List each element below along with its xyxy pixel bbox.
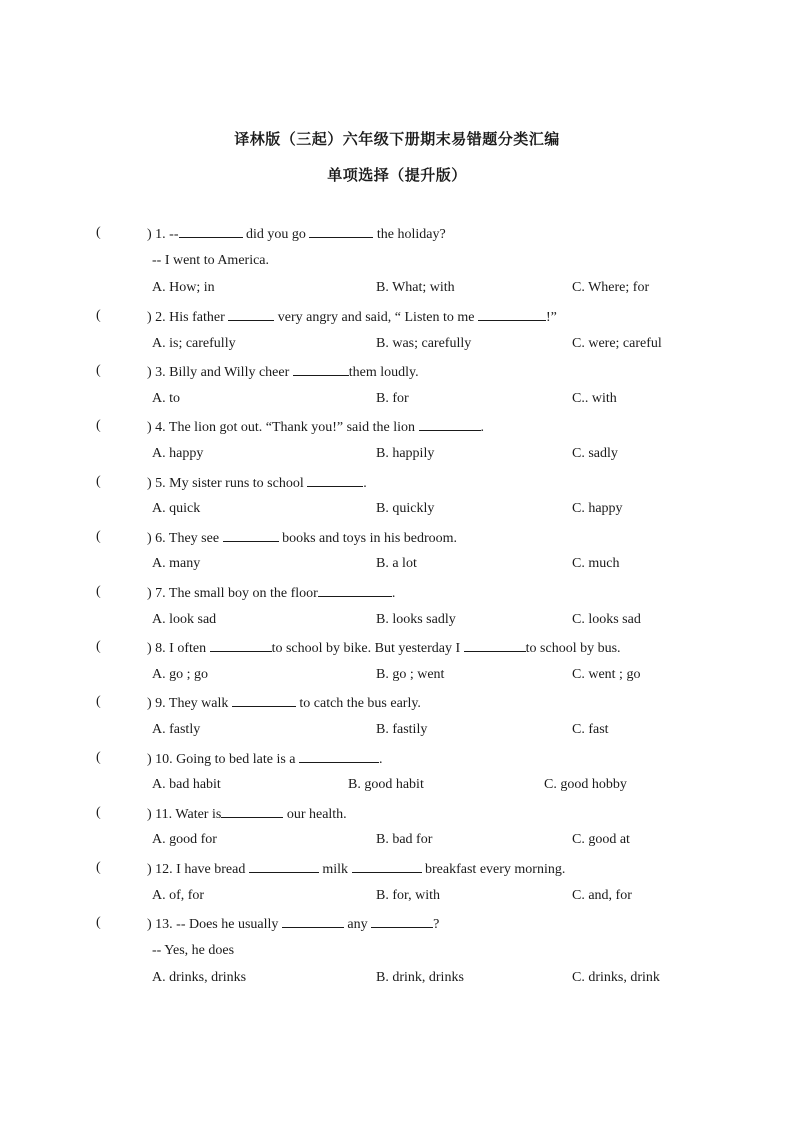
- question-10-options: [0, 775, 794, 795]
- answer-blank: [228, 306, 274, 321]
- answer-blank: [419, 416, 481, 431]
- option-c: C. sadly: [572, 446, 618, 461]
- answer-paren: (: [96, 750, 101, 765]
- answer-paren: (: [96, 860, 101, 875]
- answer-blank: [293, 361, 349, 376]
- option-c: C. good at: [572, 832, 630, 847]
- question-stem: ) 7. The small boy on the floor .: [147, 582, 395, 604]
- answer-blank: [352, 858, 422, 873]
- document-title: 译林版（三起）六年级下册期末易错题分类汇编: [234, 130, 560, 148]
- answer-paren: (: [96, 474, 101, 489]
- question-stem: ) 10. Going to bed late is a .: [147, 748, 383, 770]
- option-b: B. fastily: [376, 722, 428, 737]
- answer-paren: (: [96, 308, 101, 323]
- option-c: C. drinks, drink: [572, 970, 660, 985]
- question-13-dialog: [0, 941, 794, 961]
- answer-blank: [464, 637, 526, 652]
- answer-blank: [249, 858, 319, 873]
- answer-paren: (: [96, 225, 101, 240]
- answer-blank: [307, 472, 363, 487]
- option-c: C. and, for: [572, 888, 632, 903]
- question-1: [0, 223, 794, 243]
- question-stem: ) 4. The lion got out. “Thank you!” said the lion .: [147, 416, 484, 438]
- answer-blank: [282, 913, 344, 928]
- question-stem: ) 6. They see books and toys in his bedroom.: [147, 527, 457, 549]
- option-a: A. fastly: [152, 722, 201, 737]
- option-c: C. good hobby: [544, 777, 627, 792]
- option-a: A. go ; go: [152, 667, 208, 682]
- answer-blank: [299, 748, 379, 763]
- option-c: C. much: [572, 556, 620, 571]
- answer-blank: [223, 527, 279, 542]
- option-a: A. is; carefully: [152, 336, 236, 351]
- option-b: B. drink, drinks: [376, 970, 464, 985]
- option-b: B. a lot: [376, 556, 417, 571]
- question-stem: ) 9. They walk to catch the bus early.: [147, 692, 421, 714]
- question-2: [0, 306, 794, 326]
- answer-blank: [221, 803, 283, 818]
- question-10: [0, 748, 794, 768]
- option-c: C. were; careful: [572, 336, 662, 351]
- question-stem: ) 2. His father very angry and said, “ Listen to me !”: [147, 306, 557, 328]
- option-a: A. good for: [152, 832, 217, 847]
- question-5: [0, 472, 794, 492]
- answer-paren: (: [96, 529, 101, 544]
- option-b: B. for, with: [376, 888, 440, 903]
- question-9-options: [0, 720, 794, 740]
- question-2-options: [0, 334, 794, 354]
- question-stem: ) 1. -- did you go the holiday?: [147, 223, 446, 245]
- option-b: B. for: [376, 391, 409, 406]
- question-11-options: [0, 830, 794, 850]
- option-c: C. fast: [572, 722, 609, 737]
- question-6: [0, 527, 794, 547]
- answer-blank: [210, 637, 272, 652]
- option-b: B. go ; went: [376, 667, 445, 682]
- option-c: C. went ; go: [572, 667, 641, 682]
- question-6-options: [0, 554, 794, 574]
- question-stem: ) 3. Billy and Willy cheer them loudly.: [147, 361, 419, 383]
- option-a: A. drinks, drinks: [152, 970, 247, 985]
- answer-paren: (: [96, 694, 101, 709]
- question-3-options: [0, 389, 794, 409]
- option-b: B. bad for: [376, 832, 433, 847]
- question-9: [0, 692, 794, 712]
- option-a: A. happy: [152, 446, 204, 461]
- question-4: [0, 416, 794, 436]
- option-c: C. looks sad: [572, 612, 641, 627]
- question-stem: ) 11. Water is our health.: [147, 803, 347, 825]
- answer-blank: [179, 223, 243, 238]
- answer-blank: [318, 582, 392, 597]
- answer-paren: (: [96, 915, 101, 930]
- question-7: [0, 582, 794, 602]
- question-13: [0, 913, 794, 933]
- option-c: C.. with: [572, 391, 617, 406]
- option-a: A. bad habit: [152, 777, 221, 792]
- option-b: B. was; carefully: [376, 336, 472, 351]
- dialog-reply: -- I went to America.: [152, 253, 270, 268]
- option-a: A. of, for: [152, 888, 205, 903]
- question-stem: ) 12. I have bread milk breakfast every morning.: [147, 858, 565, 880]
- question-1-options: [0, 278, 794, 298]
- option-a: A. quick: [152, 501, 201, 516]
- answer-paren: (: [96, 363, 101, 378]
- question-7-options: [0, 610, 794, 630]
- option-a: A. How; in: [152, 280, 215, 295]
- answer-paren: (: [96, 805, 101, 820]
- question-4-options: [0, 444, 794, 464]
- answer-blank: [309, 223, 373, 238]
- option-a: A. to: [152, 391, 180, 406]
- document-subtitle: 单项选择（提升版）: [327, 166, 467, 184]
- answer-paren: (: [96, 639, 101, 654]
- question-8: [0, 637, 794, 657]
- question-1-dialog: [0, 251, 794, 271]
- question-11: [0, 803, 794, 823]
- answer-paren: (: [96, 584, 101, 599]
- option-c: C. Where; for: [572, 280, 650, 295]
- question-12-options: [0, 886, 794, 906]
- option-c: C. happy: [572, 501, 623, 516]
- question-13-options: [0, 968, 794, 988]
- answer-paren: (: [96, 418, 101, 433]
- option-a: A. look sad: [152, 612, 217, 627]
- option-b: B. looks sadly: [376, 612, 456, 627]
- question-5-options: [0, 499, 794, 519]
- option-b: B. good habit: [348, 777, 424, 792]
- question-stem: ) 13. -- Does he usually any ?: [147, 913, 439, 935]
- answer-blank: [371, 913, 433, 928]
- answer-blank: [478, 306, 546, 321]
- question-8-options: [0, 665, 794, 685]
- question-stem: ) 5. My sister runs to school .: [147, 472, 367, 494]
- question-12: [0, 858, 794, 878]
- question-3: [0, 361, 794, 381]
- dialog-reply: -- Yes, he does: [152, 943, 235, 958]
- option-a: A. many: [152, 556, 201, 571]
- option-b: B. quickly: [376, 501, 435, 516]
- option-b: B. happily: [376, 446, 435, 461]
- option-b: B. What; with: [376, 280, 455, 295]
- answer-blank: [232, 692, 296, 707]
- question-stem: ) 8. I often to school by bike. But yesterday I to school by bus.: [147, 637, 621, 659]
